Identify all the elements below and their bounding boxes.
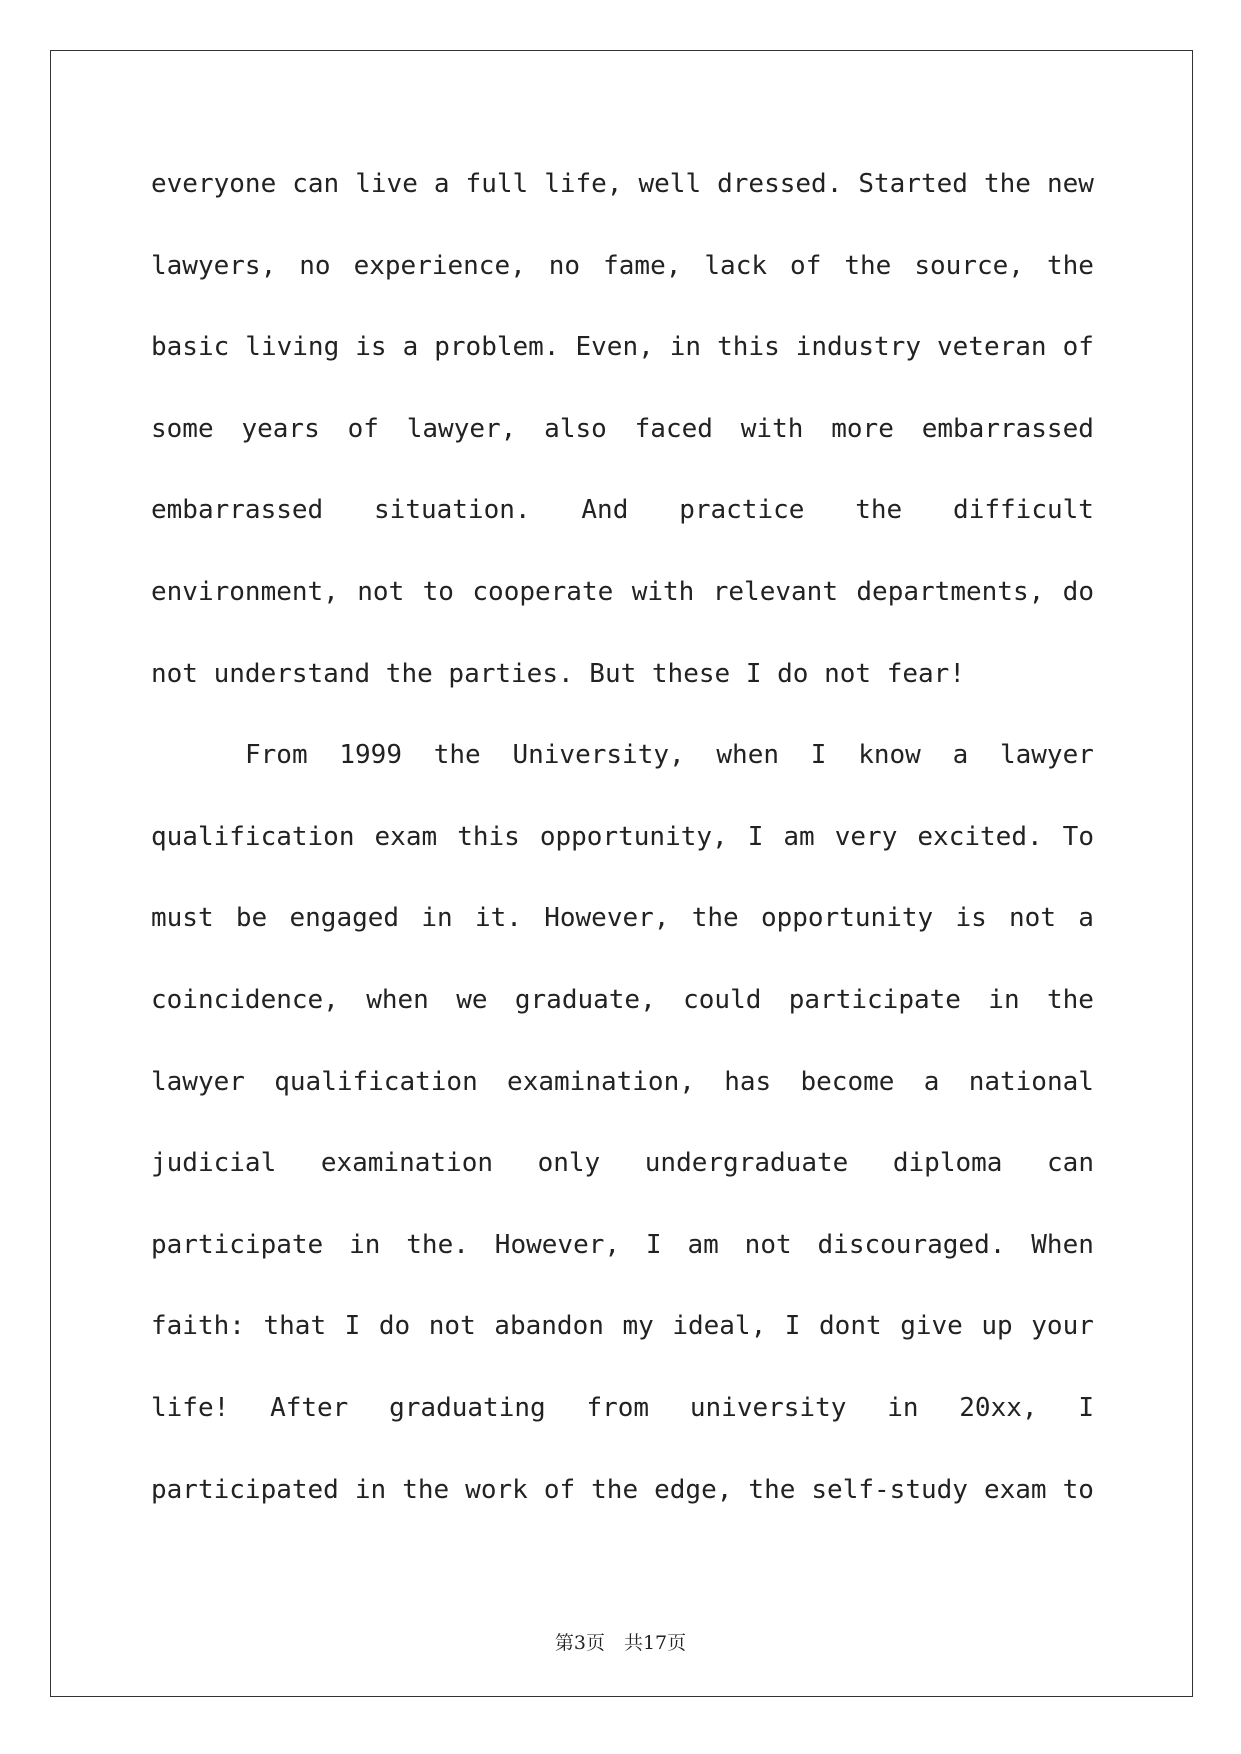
- text-word: ideal,: [672, 1311, 767, 1342]
- text-word: I: [784, 1311, 801, 1342]
- text-word: do: [378, 1311, 411, 1342]
- text-word: that: [263, 1311, 327, 1342]
- text-word: life!: [151, 1392, 230, 1423]
- text-word: I: [810, 740, 827, 771]
- text-word: with: [631, 576, 695, 607]
- text-word: faith:: [151, 1311, 245, 1342]
- text-word: opportunity: [760, 903, 934, 934]
- text-word: exam: [374, 821, 438, 852]
- text-word: embarrassed: [151, 495, 324, 526]
- text-word: After: [270, 1392, 349, 1423]
- text-word: abandon: [494, 1311, 604, 1342]
- text-word: engaged: [289, 903, 400, 934]
- text-word: with: [740, 413, 804, 444]
- text-line: [151, 735, 1094, 817]
- text-word: my: [622, 1311, 654, 1342]
- text-word: am: [783, 821, 815, 852]
- text-word: of: [790, 250, 822, 281]
- text-word: of: [347, 413, 379, 444]
- text-line: [151, 1306, 1094, 1388]
- text-word: be: [235, 903, 268, 934]
- text-word: when: [716, 740, 780, 771]
- text-word: not: [1009, 903, 1056, 934]
- text-word: national: [968, 1066, 1094, 1097]
- text-word: of: [543, 1474, 576, 1505]
- text-word: graduating: [389, 1392, 546, 1423]
- text-word: To: [1062, 821, 1094, 852]
- text-word: in: [421, 903, 453, 934]
- text-word: is: [955, 903, 987, 934]
- text-word: in: [988, 984, 1020, 1015]
- text-word: not: [357, 576, 405, 607]
- text-word: university: [689, 1392, 847, 1423]
- text-line: not understand the parties. But these I do not fear!: [151, 658, 965, 689]
- text-word: lawyers,: [151, 250, 277, 281]
- text-word: situation.: [374, 495, 531, 526]
- text-word: University,: [512, 740, 685, 771]
- text-word: full: [465, 169, 529, 199]
- text-word: And: [581, 495, 629, 526]
- text-word: lawyer: [999, 740, 1094, 771]
- text-word: the: [844, 250, 892, 281]
- text-word: this: [717, 332, 780, 363]
- text-word: some: [151, 413, 214, 444]
- text-word: the: [748, 1474, 796, 1505]
- text-word: basic: [151, 332, 230, 363]
- text-word: has: [724, 1066, 772, 1097]
- text-word: do: [1062, 576, 1094, 607]
- text-word: the: [402, 1474, 450, 1505]
- text-word: I: [645, 1229, 662, 1260]
- text-word: However,: [544, 903, 670, 934]
- text-word: life,: [544, 169, 623, 199]
- text-word: the: [855, 495, 903, 526]
- text-word: also: [544, 413, 607, 444]
- text-word: from: [586, 1392, 650, 1423]
- text-word: edge,: [654, 1474, 733, 1505]
- text-word: everyone: [151, 169, 277, 199]
- text-line: [151, 572, 1094, 654]
- text-word: the: [433, 740, 481, 771]
- text-word: I: [344, 1311, 361, 1342]
- text-word: experience,: [353, 250, 526, 281]
- text-word: no: [299, 250, 331, 281]
- text-word: Even,: [575, 332, 654, 363]
- text-word: the: [691, 903, 739, 934]
- text-word: examination,: [507, 1066, 695, 1097]
- text-word: discouraged.: [817, 1229, 1006, 1260]
- text-word: veteran: [937, 332, 1047, 363]
- text-word: we: [456, 984, 488, 1015]
- text-word: new: [1046, 169, 1094, 199]
- text-word: examination: [320, 1148, 493, 1179]
- text-word: the: [1046, 984, 1094, 1015]
- text-word: faced: [634, 413, 713, 444]
- text-word: cooperate: [472, 576, 614, 607]
- text-word: in: [349, 1229, 381, 1260]
- text-word: of: [1062, 332, 1094, 363]
- text-word: 20xx,: [959, 1392, 1038, 1423]
- text-line: [151, 898, 1094, 980]
- text-word: problem.: [434, 332, 560, 363]
- text-word: a: [1078, 903, 1094, 934]
- text-word: relevant: [712, 576, 838, 607]
- text-word: work: [465, 1474, 528, 1505]
- text-word: in: [887, 1392, 919, 1423]
- text-word: living: [245, 332, 340, 363]
- text-word: participated: [151, 1474, 339, 1505]
- text-line: [151, 490, 1094, 572]
- text-line: [151, 1062, 1094, 1144]
- text-word: a: [952, 740, 969, 771]
- text-word: in: [669, 332, 702, 363]
- text-word: Started: [858, 169, 968, 199]
- text-word: very: [834, 821, 898, 852]
- text-word: become: [800, 1066, 895, 1097]
- text-word: can: [1047, 1148, 1094, 1179]
- page-number-label: 第3页 共17页: [554, 1632, 687, 1654]
- text-line: [151, 817, 1094, 899]
- text-line: [151, 1470, 1094, 1552]
- text-word: graduate,: [514, 984, 656, 1015]
- text-word: lawyer,: [406, 413, 517, 444]
- text-word: it.: [474, 903, 522, 934]
- text-word: to: [1062, 1474, 1094, 1505]
- text-word: not: [428, 1311, 476, 1342]
- text-word: know: [858, 740, 921, 771]
- text-word: am: [687, 1229, 719, 1260]
- text-word: undergraduate: [644, 1148, 849, 1179]
- text-word: exam: [983, 1474, 1047, 1505]
- text-word: embarrassed: [921, 413, 1094, 444]
- text-word: the: [983, 169, 1031, 199]
- text-word: practice: [679, 495, 805, 526]
- text-word: lawyer: [151, 1066, 245, 1097]
- text-word: live: [355, 169, 418, 199]
- text-word: difficult: [953, 495, 1094, 526]
- text-word: dont: [819, 1311, 882, 1342]
- text-word: when: [366, 984, 429, 1015]
- text-word: not: [744, 1229, 792, 1260]
- text-word: a: [923, 1066, 940, 1097]
- text-line: [151, 164, 1094, 246]
- text-word: is: [355, 332, 387, 363]
- text-word: I: [1078, 1392, 1094, 1423]
- text-word: source,: [914, 250, 1024, 281]
- text-word: qualification: [151, 821, 355, 852]
- text-word: the.: [406, 1229, 469, 1260]
- text-word: departments,: [856, 576, 1045, 607]
- text-line: [151, 246, 1094, 328]
- text-word: judicial: [151, 1148, 277, 1179]
- text-word: this: [457, 821, 520, 852]
- text-word: qualification: [274, 1066, 478, 1097]
- text-line: [151, 1143, 1094, 1225]
- text-word: well: [638, 169, 702, 199]
- text-word: the: [591, 1474, 639, 1505]
- text-word: give: [900, 1311, 963, 1342]
- text-word: opportunity,: [539, 821, 728, 852]
- text-word: a: [402, 332, 419, 363]
- text-word: lack: [704, 250, 768, 281]
- text-word: a: [433, 169, 450, 199]
- text-word: When: [1031, 1229, 1094, 1260]
- text-word: up: [981, 1311, 1013, 1342]
- text-line: [151, 1225, 1094, 1307]
- text-word: in: [354, 1474, 387, 1505]
- text-line: [151, 409, 1094, 491]
- text-word: self-study: [811, 1474, 968, 1505]
- text-word: more: [831, 413, 894, 444]
- text-word: However,: [494, 1229, 621, 1260]
- text-word: fame,: [603, 250, 682, 281]
- text-word: coincidence,: [151, 984, 339, 1015]
- text-word: excited.: [917, 821, 1043, 852]
- text-word: only: [537, 1148, 601, 1179]
- text-line: [151, 1388, 1094, 1470]
- text-word: dressed.: [717, 169, 843, 199]
- text-word: no: [548, 250, 581, 281]
- text-word: 1999: [339, 740, 402, 771]
- text-line: [151, 980, 1094, 1062]
- text-word: could: [683, 984, 762, 1015]
- text-word: must: [151, 903, 214, 934]
- text-word: From: [245, 740, 308, 771]
- body-text: [151, 164, 1094, 1551]
- text-line: [151, 327, 1094, 409]
- text-word: years: [241, 413, 320, 444]
- text-word: participate: [151, 1229, 324, 1260]
- page-number-footer: [0, 1628, 1241, 1655]
- text-word: your: [1031, 1311, 1094, 1342]
- text-word: the: [1046, 250, 1094, 281]
- text-word: can: [292, 169, 340, 199]
- text-word: industry: [795, 332, 921, 363]
- text-word: to: [422, 576, 454, 607]
- text-word: environment,: [151, 576, 339, 607]
- text-word: participate: [788, 984, 961, 1015]
- text-word: I: [747, 821, 764, 852]
- text-word: diploma: [892, 1148, 1003, 1179]
